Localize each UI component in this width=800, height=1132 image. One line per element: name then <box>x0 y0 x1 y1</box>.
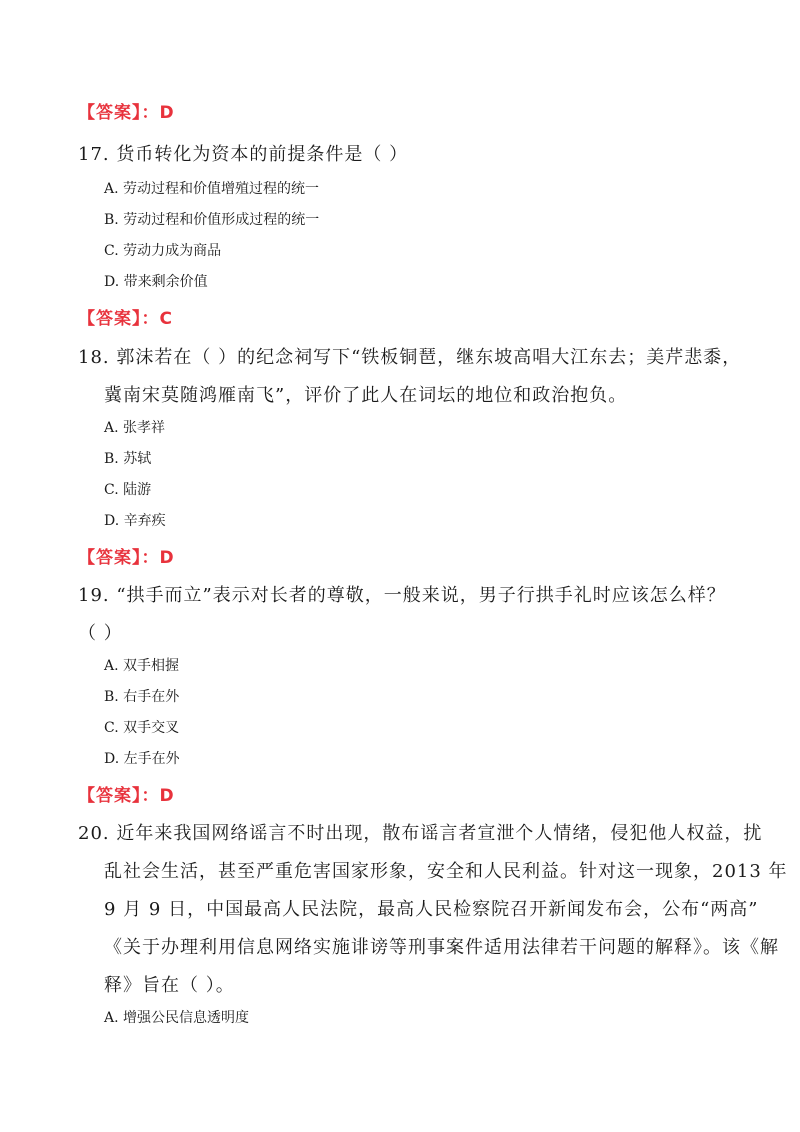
question-20-line-1: 20. 近年来我国网络谣言不时出现，散布谣言者宣泄个人情绪，侵犯他人权益，扰 <box>78 823 763 844</box>
option-c: C. 双手交叉 <box>104 720 180 736</box>
answer-label: 【答案】： <box>78 103 160 123</box>
answer-line <box>78 543 175 568</box>
answer-value: D <box>159 548 175 568</box>
option-b: B. 苏轼 <box>104 451 152 467</box>
option-d: D. 辛弃疾 <box>104 513 166 529</box>
question-20-line-2: 乱社会生活，甚至严重危害国家形象，安全和人民利益。针对这一现象，2013 年 <box>104 861 788 882</box>
answer-label: 【答案】： <box>78 786 160 806</box>
option-d: D. 左手在外 <box>104 751 180 767</box>
option-b: B. 右手在外 <box>104 689 180 705</box>
answer-line <box>78 304 173 329</box>
answer-line <box>78 781 175 806</box>
question-18-line-2: 冀南宋莫随鸿雁南飞”，评价了此人在词坛的地位和政治抱负。 <box>104 385 628 406</box>
answer-value: D <box>159 103 175 123</box>
answer-value: C <box>159 309 173 329</box>
option-a: A. 张孝祥 <box>104 420 166 436</box>
question-20-line-3: 9 月 9 日，中国最高人民法院，最高人民检察院召开新闻发布会，公布“两高” <box>104 899 759 920</box>
option-b: B. 劳动过程和价值形成过程的统一 <box>104 212 320 228</box>
option-a: A. 劳动过程和价值增殖过程的统一 <box>104 181 320 197</box>
option-c: C. 劳动力成为商品 <box>104 243 222 259</box>
answer-label: 【答案】： <box>78 548 160 568</box>
option-c: C. 陆游 <box>104 482 152 498</box>
option-a: A. 增强公民信息透明度 <box>104 1010 250 1026</box>
answer-line <box>78 98 175 123</box>
question-20-line-5: 释》旨在（ ）。 <box>104 975 235 996</box>
answer-label: 【答案】： <box>78 309 160 329</box>
question-19-line-1: 19. “拱手而立”表示对长者的尊敬，一般来说，男子行拱手礼时应该怎么样？ <box>78 585 726 606</box>
question-19-line-2: （ ） <box>78 623 123 644</box>
question-20-line-4: 《关于办理利用信息网络实施诽谤等刑事案件适用法律若干问题的解释》。该《解 <box>104 937 779 958</box>
answer-value: D <box>159 786 175 806</box>
question-18-line-1: 18. 郭沫若在（ ）的纪念祠写下“铁板铜琶，继东坡高唱大江东去；美芹悲黍， <box>78 347 742 368</box>
option-a: A. 双手相握 <box>104 658 180 674</box>
option-d: D. 带来剩余价值 <box>104 274 208 290</box>
question-17: 17. 货币转化为资本的前提条件是（ ） <box>78 144 409 165</box>
